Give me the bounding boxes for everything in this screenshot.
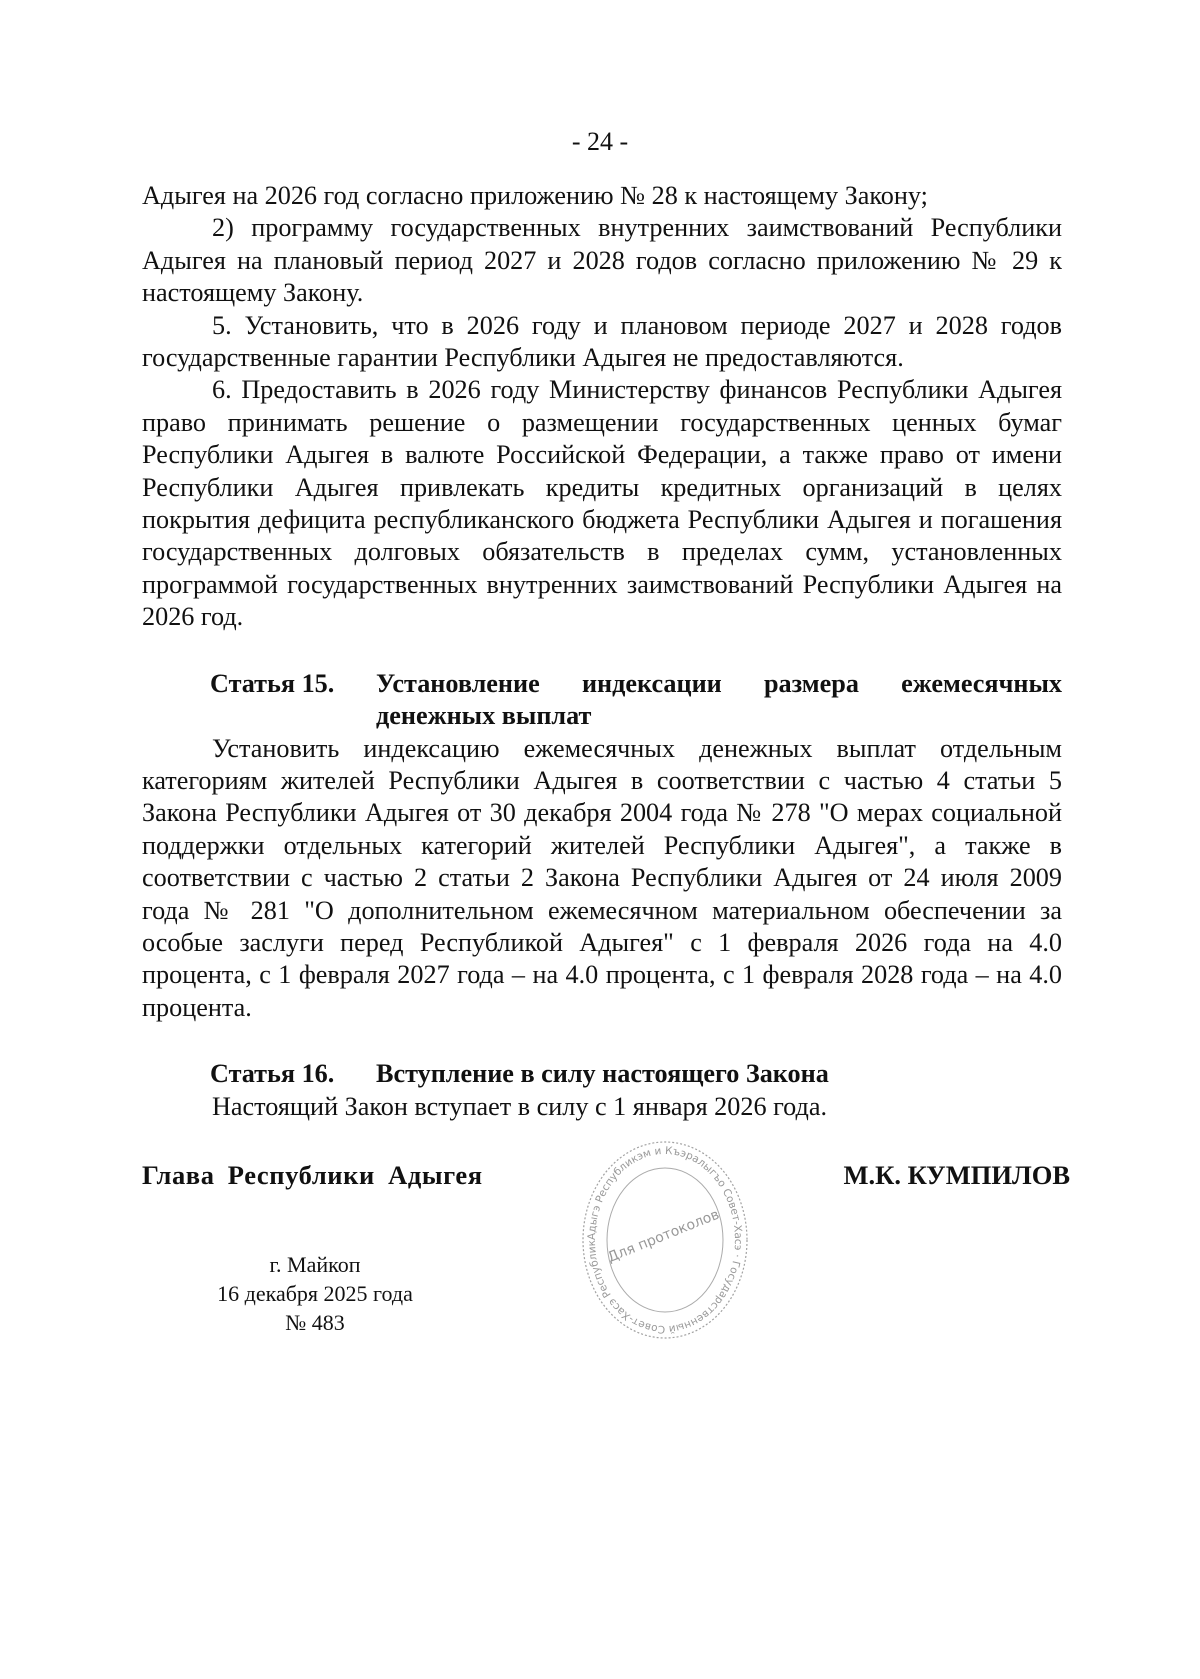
stamp-ring-text: Адыгэ Республикэм и Къэралыгъо Совет-Хасэ · Государственный Совет-Хасэ Республик [585,1144,745,1336]
paragraph-item-5: 5. Установить, что в 2026 году и плановом периоде 2027 и 2028 годов государственные гарантии Республики Адыгея не предоставляются. [142,310,1062,373]
law-number: № 483 [285,1310,345,1335]
article-15-text: Установить индексацию ежемесячных денежных выплат отдельным категориям жителей Республики Адыгея в соответствии с частью 4 статьи 5 Закона Республики Адыгея от 30 декабря 2004 года № 278 "О мерах социальной поддержки отдельных категорий жителей Республики Адыгея", а также в соответствии с частью 2 статьи 2 Закона Республики Адыгея от 24 июля 2009 года № 281 "О дополнительном ежемесячном материальном обеспечении за особые заслуги перед Республикой Адыгея" с 1 февраля 2026 года на 4.0 процента, с 1 февраля 2027 года – на 4.0 процента, с 1 февраля 2028 года – на 4.0 процента. [142,733,1062,1022]
paragraph-continuation: Адыгея на 2026 год согласно приложению № 28 к настоящему Закону; [142,181,928,210]
page-number: - 24 - [571,127,629,156]
place-city: г. Майкоп [269,1252,361,1277]
place-date-block [200,1250,430,1337]
article-16-number: Статья 16. [210,1059,335,1089]
paragraph-item-6: 6. Предоставить в 2026 году Министерству финансов Республики Адыгея право принимать решение о размещении государственных ценных бумаг Республики Адыгея в валюте Российской Федерации, а также право от имени Республики Адыгея привлекать кредиты кредитных организаций в целях покрытия дефицита республиканского бюджета Республики Адыгея и погашения государственных долговых обязательств в пределах сумм, установленных программой государственных внутренних заимствований Республики Адыгея на 2026 год. [142,375,1062,632]
signatory-name: М.К. КУМПИЛОВ [843,1160,1070,1190]
article-16-title: Вступление в силу настоящего Закона [376,1059,829,1089]
document-body [142,180,1062,1123]
article-15-title: Установление индексации размера ежемесячных денежных выплат [376,668,1062,731]
official-stamp-icon [580,1140,750,1340]
article-15-heading [142,668,1062,733]
signatory-role: Глава Республики Адыгея [142,1160,483,1190]
stamp-center-text: Для протоколов [605,1206,722,1266]
paragraph-item-2: 2) программу государственных внутренних заимствований Республики Адыгея на плановый период 2027 и 2028 годов согласно приложению № 29 к настоящему Закону. [142,213,1062,308]
article-16-text: Настоящий Закон вступает в силу с 1 января 2026 года. [212,1091,828,1121]
article-16-heading [142,1058,1062,1090]
place-date: 16 декабря 2025 года [217,1281,413,1306]
article-15-number: Статья 15. [210,668,335,698]
